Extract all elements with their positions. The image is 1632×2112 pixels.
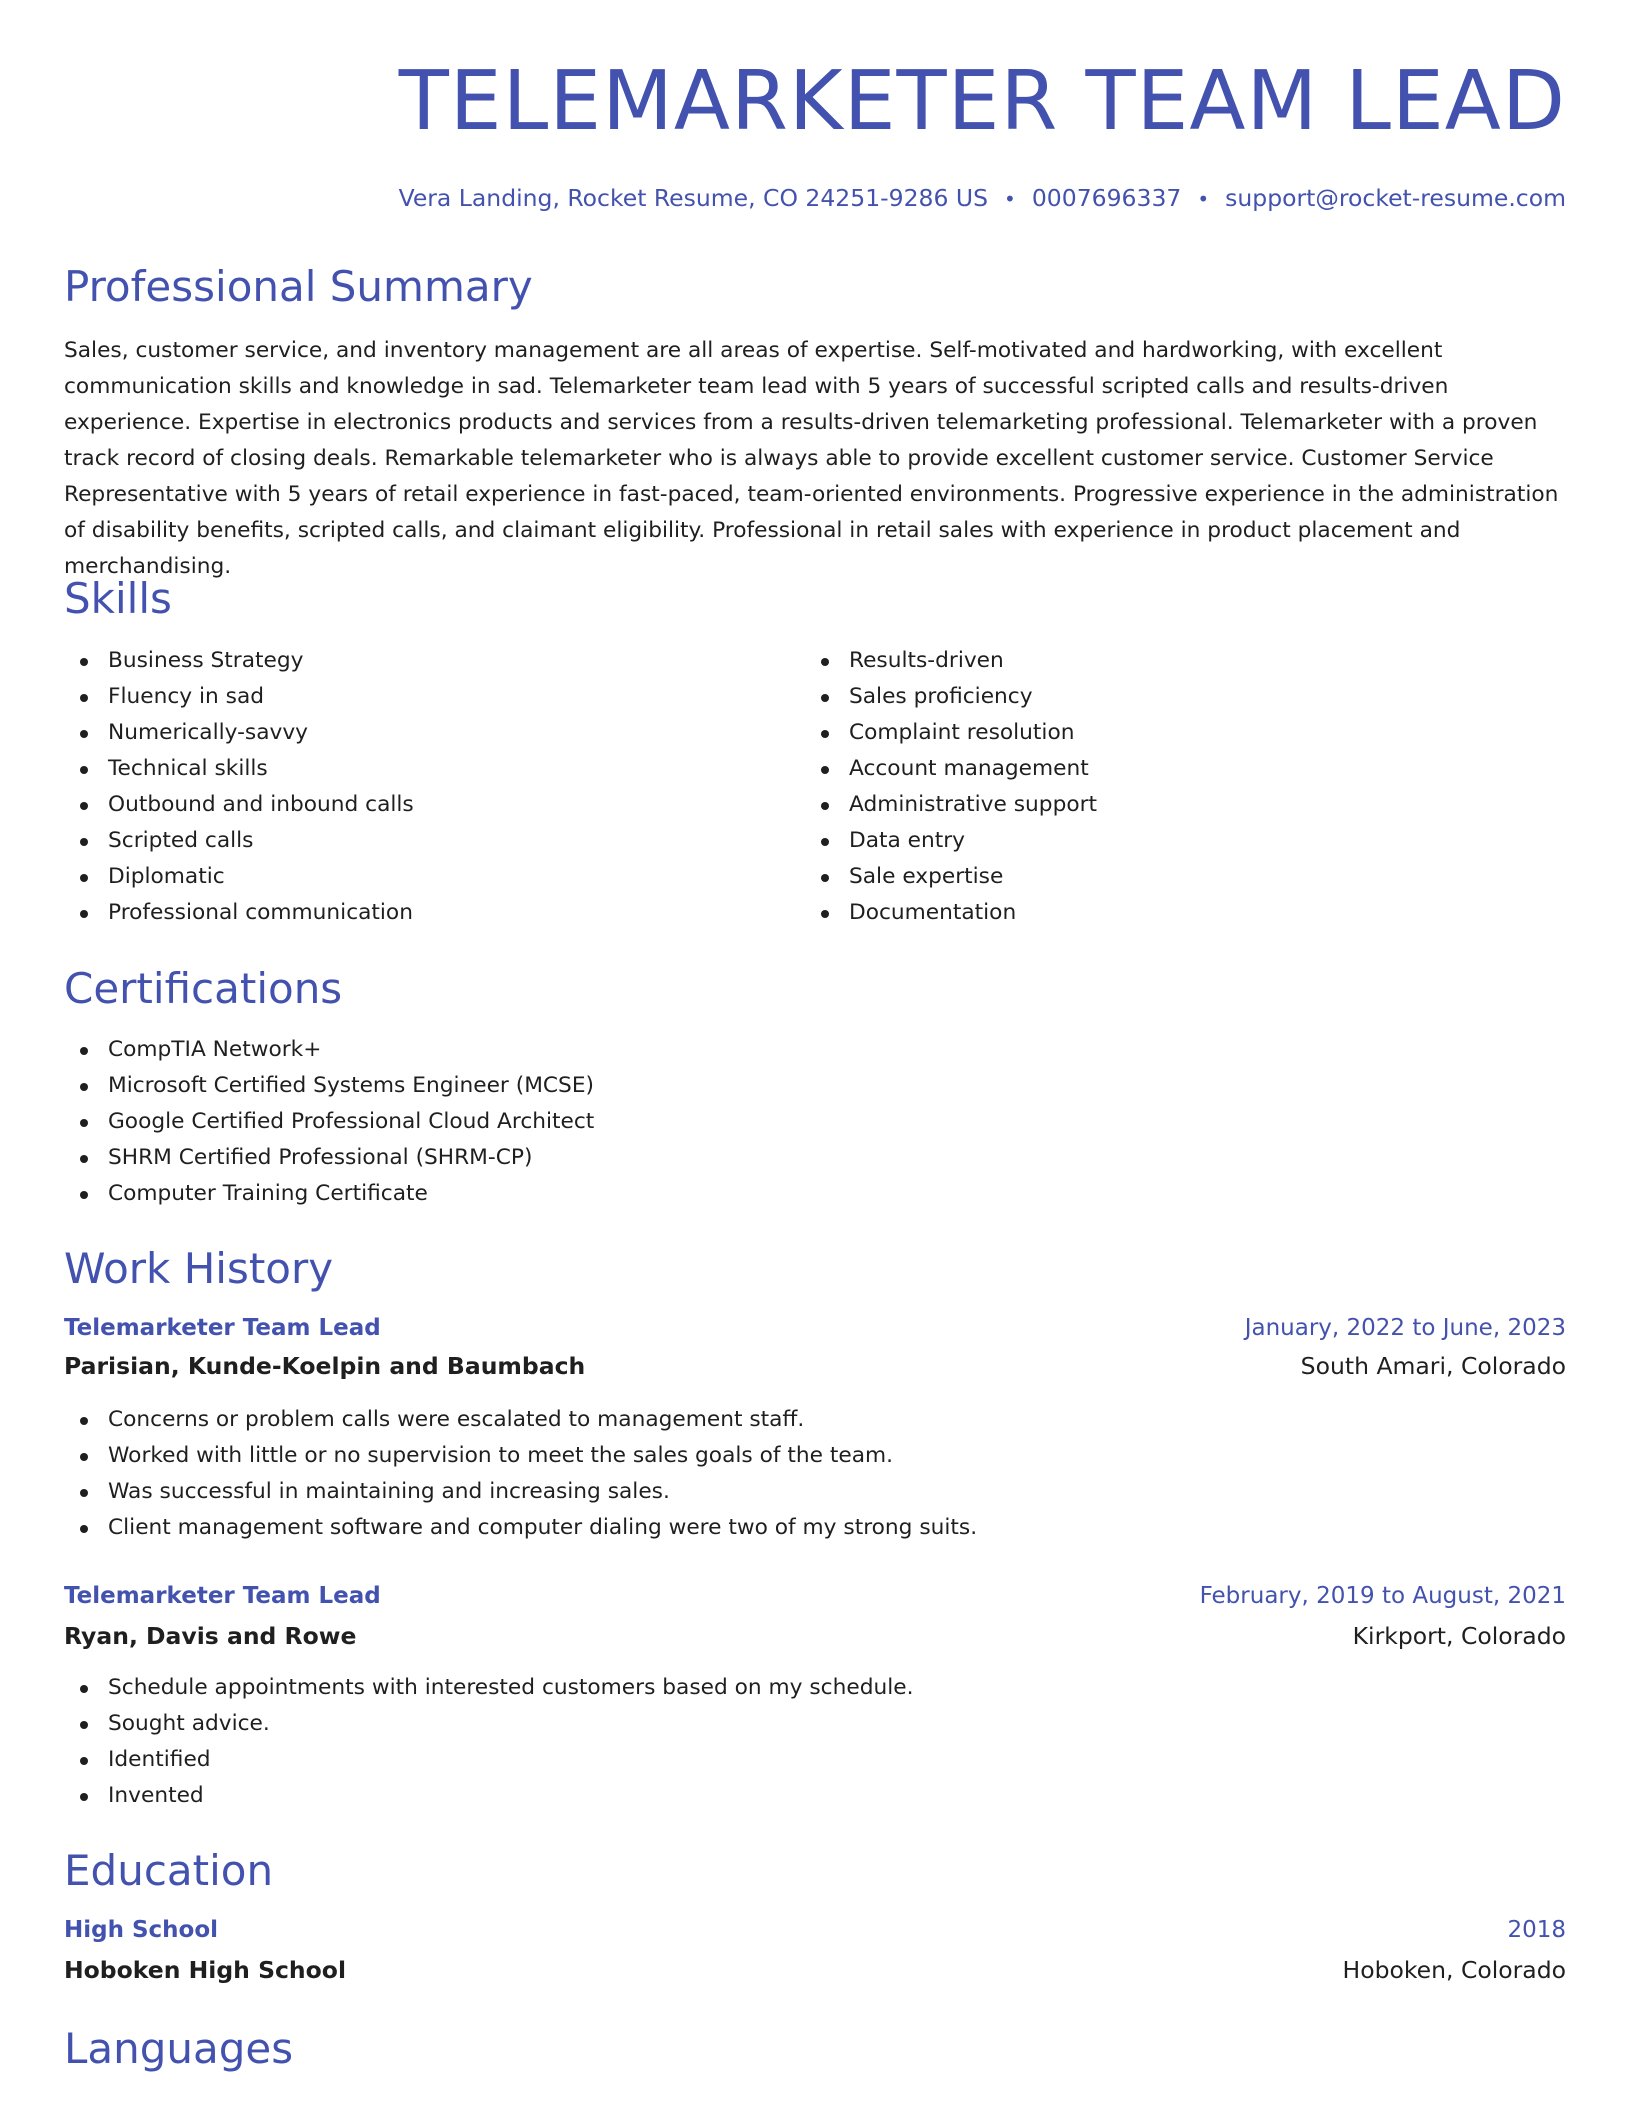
job-dates: February, 2019 to August, 2021 — [1199, 1583, 1566, 1609]
skills-list-right — [805, 643, 1097, 931]
certification-item: Google Certified Professional Cloud Architect — [64, 1104, 594, 1140]
education-school: Hoboken High School — [64, 1956, 347, 1984]
job-bullets — [64, 1670, 913, 1814]
job-bullet: Schedule appointments with interested customers based on my schedule. — [64, 1670, 913, 1706]
skill-item: Data entry — [805, 823, 1097, 859]
certification-item: Microsoft Certified Systems Engineer (MCSE) — [64, 1068, 594, 1104]
skill-item: Technical skills — [64, 751, 414, 787]
job-location: Kirkport, Colorado — [1352, 1622, 1566, 1650]
skill-item: Results-driven — [805, 643, 1097, 679]
skill-item: Sales proficiency — [805, 679, 1097, 715]
section-title-education: Education — [64, 1846, 274, 1895]
job-bullet: Identified — [64, 1742, 913, 1778]
section-title-certifications: Certifications — [64, 964, 343, 1013]
education-degree-row — [64, 1914, 1566, 1946]
education-year: 2018 — [1507, 1917, 1566, 1943]
job-title: Telemarketer Team Lead — [64, 1315, 381, 1341]
job-company-row — [64, 1620, 1566, 1652]
section-title-skills: Skills — [64, 574, 172, 623]
resume-header — [64, 0, 1566, 215]
contact-email[interactable]: support@rocket-resume.com — [1225, 184, 1566, 212]
job-company: Ryan, Davis and Rowe — [64, 1622, 357, 1650]
contact-phone: 0007696337 — [1031, 184, 1182, 212]
skill-item: Diplomatic — [64, 859, 414, 895]
contact-separator: • — [1004, 187, 1016, 211]
candidate-name: TELEMARKETER TEAM LEAD — [398, 54, 1566, 149]
job-bullets — [64, 1402, 977, 1546]
job-dates: January, 2022 to June, 2023 — [1244, 1315, 1566, 1341]
resume-page — [64, 0, 1566, 2073]
skill-item: Sale expertise — [805, 859, 1097, 895]
certification-item: Computer Training Certificate — [64, 1176, 594, 1212]
section-title-languages: Languages — [64, 2024, 294, 2073]
job-title-row — [64, 1580, 1566, 1612]
summary-text: Sales, customer service, and inventory management are all areas of expertise. Self-motivated and hardworking, with excellent communication skills and knowledge in sad. Telemarketer team lead with 5 years of successful scripted calls and results-driven experience. Expertise in electronics products and services from a results-driven telemarketing professional. Telemarketer with a proven track record of closing deals. Remarkable telemarketer who is always able to provide excellent customer service. Customer Service Representative with 5 years of retail experience in fast-paced, team-oriented environments. Progressive experience in the administration of disability benefits, scripted calls, and claimant eligibility. Professional in retail sales with experience in product placement and merchandising. — [64, 338, 1559, 579]
skill-item: Administrative support — [805, 787, 1097, 823]
education-school-row — [64, 1954, 1566, 1986]
section-title-work-history: Work History — [64, 1244, 334, 1293]
contact-separator: • — [1197, 187, 1210, 211]
job-title: Telemarketer Team Lead — [64, 1583, 381, 1609]
skill-item: Fluency in sad — [64, 679, 414, 715]
skill-item: Account management — [805, 751, 1097, 787]
skill-item: Numerically-savvy — [64, 715, 414, 751]
job-bullet: Worked with little or no supervision to meet the sales goals of the team. — [64, 1438, 977, 1474]
contact-address: Vera Landing, Rocket Resume, CO 24251-9286 US — [398, 184, 989, 212]
job-bullet: Concerns or problem calls were escalated to management staff. — [64, 1402, 977, 1438]
job-title-row — [64, 1312, 1566, 1344]
skill-item: Business Strategy — [64, 643, 414, 679]
skills-list-left — [64, 643, 414, 931]
skill-item: Professional communication — [64, 895, 414, 931]
job-company: Parisian, Kunde-Koelpin and Baumbach — [64, 1352, 586, 1380]
section-title-summary: Professional Summary — [64, 262, 533, 311]
job-bullet: Client management software and computer dialing were two of my strong suits. — [64, 1510, 977, 1546]
certification-item: CompTIA Network+ — [64, 1032, 594, 1068]
contact-line — [64, 182, 1566, 215]
job-company-row — [64, 1350, 1566, 1382]
certification-item: SHRM Certified Professional (SHRM-CP) — [64, 1140, 594, 1176]
education-location: Hoboken, Colorado — [1342, 1956, 1566, 1984]
job-bullet: Invented — [64, 1778, 913, 1814]
skill-item: Documentation — [805, 895, 1097, 931]
skill-item: Scripted calls — [64, 823, 414, 859]
job-bullet: Was successful in maintaining and increasing sales. — [64, 1474, 977, 1510]
education-degree: High School — [64, 1917, 219, 1943]
job-location: South Amari, Colorado — [1300, 1352, 1566, 1380]
job-bullet: Sought advice. — [64, 1706, 913, 1742]
skill-item: Complaint resolution — [805, 715, 1097, 751]
skill-item: Outbound and inbound calls — [64, 787, 414, 823]
certifications-list — [64, 1032, 594, 1212]
